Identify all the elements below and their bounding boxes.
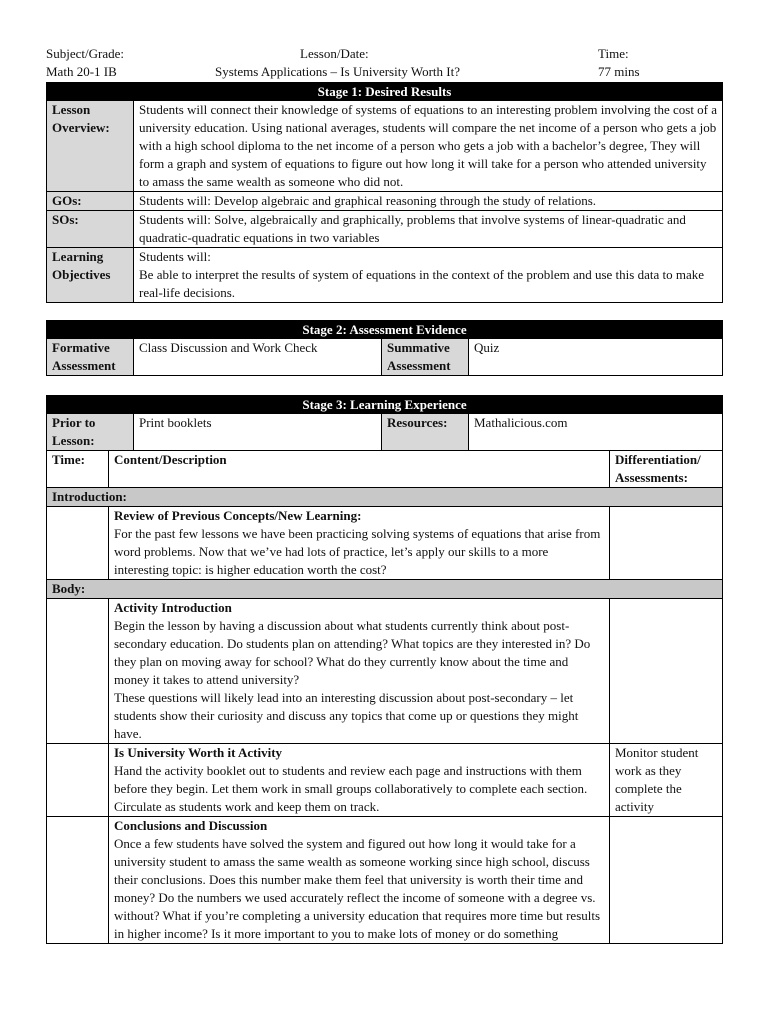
time-value: 77 mins [598, 64, 640, 79]
lesson-overview-label: Lesson Overview: [47, 101, 134, 192]
sos-label: SOs: [47, 211, 134, 248]
prior-to-lesson-value: Print booklets [134, 414, 382, 451]
gos-label: GOs: [47, 192, 134, 211]
column-header-time: Time: [47, 451, 109, 488]
resources-label: Resources: [382, 414, 469, 451]
subject-label: Subject/Grade: [46, 46, 124, 61]
worth-activity-text: Hand the activity booklet out to students and review each page and instructions with them before they begin. Let them work in small groups collaboratively to complete each section. Circulate as students work and keep them on track. [114, 763, 588, 814]
time-label: Time: [598, 46, 629, 61]
activity-intro-text-1: Begin the lesson by having a discussion about what students currently think about post-secondary education. Do students plan on attending? What topics are they interested in? Do they plan on moving away for school? What do they currently know about the time and money it takes to attend university? [114, 618, 591, 687]
conclusion-time-cell [47, 817, 109, 944]
column-header-content: Content/Description [109, 451, 610, 488]
conclusion-title: Conclusions and Discussion [114, 818, 268, 833]
worth-time-cell [47, 744, 109, 817]
review-text: For the past few lessons we have been practicing solving systems of equations that arise from word problems. Now that we’ve had lots of practice, let’s apply our skills to a more interesting topic: is higher education worth the cost? [114, 526, 601, 577]
review-diff-cell [610, 507, 723, 580]
introduction-section-label: Introduction: [47, 488, 723, 507]
stage3-table [46, 395, 723, 944]
resources-value: Mathalicious.com [469, 414, 723, 451]
review-title: Review of Previous Concepts/New Learning: [114, 508, 362, 523]
summative-assessment-value: Quiz [469, 339, 723, 376]
learning-objectives-label: Learning Objectives [47, 248, 134, 303]
column-header-differentiation: Differentiation/ Assessments: [610, 451, 723, 488]
activity-intro-cell [109, 599, 610, 744]
stage1-table [46, 82, 723, 303]
body-section-label: Body: [47, 580, 723, 599]
sos-text: Students will: Solve, algebraically and graphically, problems that involve systems of linear-quadratic and quadratic-quadratic equations in two variables [134, 211, 723, 248]
formative-assessment-value: Class Discussion and Work Check [134, 339, 382, 376]
summative-assessment-label: Summative Assessment [382, 339, 469, 376]
worth-activity-cell [109, 744, 610, 817]
subject-value: Math 20-1 IB [46, 64, 117, 79]
activity-intro-diff-cell [610, 599, 723, 744]
gos-text: Students will: Develop algebraic and graphical reasoning through the study of relations. [134, 192, 723, 211]
learning-objectives-intro: Students will: [139, 249, 211, 264]
lesson-value: Systems Applications – Is University Worth It? [215, 64, 460, 79]
activity-intro-time-cell [47, 599, 109, 744]
lesson-plan-page [46, 45, 722, 944]
lesson-header [46, 45, 722, 82]
activity-intro-text-2: These questions will likely lead into an interesting discussion about post-secondary – let students show their curiosity and discuss any topics that come up or questions they might have. [114, 690, 579, 741]
worth-activity-title: Is University Worth it Activity [114, 745, 283, 760]
review-time-cell [47, 507, 109, 580]
learning-objectives-cell [134, 248, 723, 303]
prior-to-lesson-label: Prior to Lesson: [47, 414, 134, 451]
conclusion-text: Once a few students have solved the system and figured out how long it would take for a university student to amass the same wealth as someone working since high school, discuss their conclusions. Does this number make them feel that university is worth their time and money? Do the numbers we used accurately reflect the income of someone with a degree vs. without? What if you’re completing a university education that requires more time but results in higher income? Is it more important to you to make lots of money or do something [114, 836, 601, 941]
worth-activity-differentiation: Monitor student work as they complete the activity [610, 744, 723, 817]
stage2-title: Stage 2: Assessment Evidence [47, 321, 723, 339]
lesson-overview-text: Students will connect their knowledge of systems of equations to an interesting problem involving the cost of a university education. Using national averages, students will compare the net income of a person who gets a job with a high school diploma to the net income of a person who gets a job with a bachelor’s degree, They will form a graph and system of equations to figure out how long it will take for a person who attended university to amass the same wealth as someone who did not. [134, 101, 723, 192]
stage3-title: Stage 3: Learning Experience [47, 396, 723, 414]
learning-objectives-text: Be able to interpret the results of system of equations in the context of the problem and use this data to make real-life decisions. [139, 267, 704, 300]
conclusion-cell [109, 817, 610, 944]
review-cell [109, 507, 610, 580]
conclusion-diff-cell [610, 817, 723, 944]
activity-intro-title: Activity Introduction [114, 600, 232, 615]
stage2-table [46, 320, 723, 376]
lesson-label: Lesson/Date: [300, 46, 369, 61]
stage1-title: Stage 1: Desired Results [47, 83, 723, 101]
formative-assessment-label: Formative Assessment [47, 339, 134, 376]
